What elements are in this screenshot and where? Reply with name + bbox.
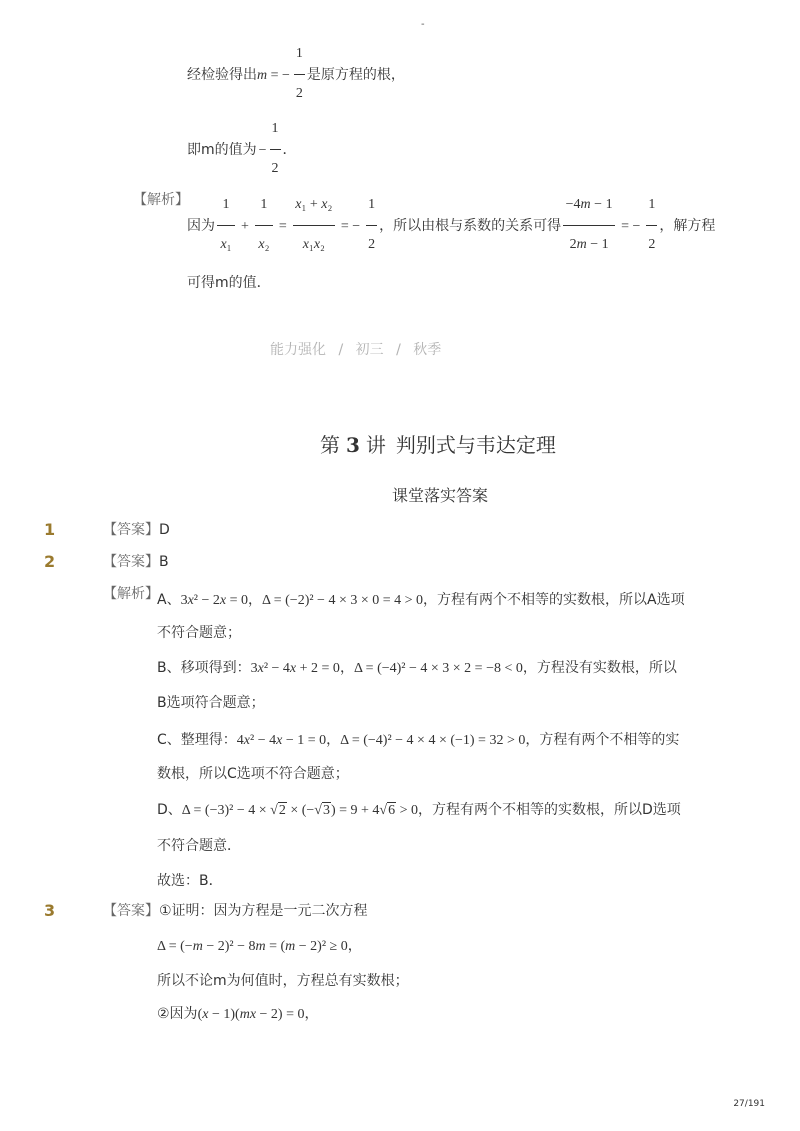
- option-c-discriminant: Δ = (−4)² − 4 × 4 × (−1) = 32 > 0: [340, 733, 526, 748]
- value-text: 即m的值为: [187, 142, 257, 158]
- verification-line: [187, 45, 405, 101]
- part-two-lead: ②因为: [157, 1006, 198, 1022]
- option-c-line: [157, 730, 679, 750]
- analysis-label: 【解析】: [103, 586, 159, 602]
- fraction-numerator: 1: [260, 196, 268, 212]
- fraction-denominator: 2: [368, 236, 376, 252]
- analysis-tail: ，解方程: [659, 218, 716, 234]
- fraction-reciprocal-x1: [217, 196, 235, 252]
- option-b-equation: 3x² − 4x + 2 = 0: [250, 661, 340, 676]
- option-a-discriminant: Δ = (−2)² − 4 × 3 × 0 = 4 > 0: [262, 593, 424, 608]
- answer-label: 【答案】: [103, 522, 159, 538]
- math-variable: x: [313, 236, 321, 252]
- math-variable: x: [295, 196, 302, 212]
- part-two-equation: (x − 1)(mx − 2) = 0: [197, 1007, 305, 1022]
- conclusion-line: 故选：B．: [157, 873, 223, 889]
- radicand: 3: [322, 803, 330, 818]
- radicand: 2: [278, 803, 286, 818]
- option-c-equation: 4x² − 4x − 1 = 0: [236, 733, 327, 748]
- answer-value: B: [159, 554, 169, 570]
- discriminant-expression: Δ = (−m − 2)² − 8m = (m − 2)² ≥ 0: [157, 939, 348, 954]
- plus-operator: +: [241, 219, 249, 234]
- option-b-continuation: B选项符合题意；: [157, 695, 265, 711]
- lecture-topic: 判别式与韦达定理: [395, 433, 556, 457]
- fraction-denominator: 2: [648, 236, 656, 252]
- math-variable: x: [219, 593, 227, 608]
- option-d-line: [157, 800, 681, 820]
- analysis-middle-text: ，所以由根与系数的关系可得: [379, 218, 562, 234]
- fraction-numerator: −4m − 1: [565, 196, 613, 212]
- question-number: 3: [44, 901, 56, 920]
- separator: ，: [248, 592, 263, 608]
- math-variable: m: [580, 196, 591, 212]
- value-tail: ．: [282, 142, 297, 158]
- option-a-continuation: 不符合题意；: [157, 625, 241, 641]
- option-b-tail: ，方程没有实数根，所以: [522, 660, 677, 676]
- option-a-lead: A、: [157, 592, 181, 608]
- math-variable: x: [276, 733, 283, 748]
- option-d-discriminant: Δ = (−3)² − 4 × √2 × (−√3) = 9 + 4√6 > 0: [181, 803, 418, 818]
- option-b-discriminant: Δ = (−4)² − 4 × 3 × 2 = −8 < 0: [353, 661, 523, 676]
- part-two-line: [157, 1004, 318, 1024]
- math-variable: x: [249, 1007, 257, 1022]
- lecture-title: [320, 432, 556, 458]
- verification-text: 经检验得出: [187, 67, 257, 83]
- fraction-numerator: x₁ + x₂: [295, 196, 333, 212]
- math-variable: m: [576, 236, 587, 252]
- math-variable: x: [289, 661, 297, 676]
- header-mark: -: [421, 19, 425, 30]
- math-variable: m: [192, 939, 203, 954]
- answer-value: D: [159, 522, 170, 538]
- separator: ，: [326, 732, 341, 748]
- lecture-prefix: 第: [320, 433, 340, 457]
- answer-text: ①证明：因为方程是一元二次方程: [159, 903, 368, 919]
- option-b-line: [157, 658, 677, 678]
- reason-line: 所以不论m为何值时，方程总有实数根；: [157, 973, 409, 989]
- analysis-line-2: 可得m的值．: [187, 275, 271, 291]
- option-c-tail: ，方程有两个不相等的实: [525, 732, 680, 748]
- fraction-one-half: [294, 45, 305, 101]
- fraction-denominator: x₁: [220, 236, 232, 252]
- fraction-one-half: [270, 120, 281, 176]
- answer-label: 【答案】: [103, 903, 159, 919]
- math-variable: x: [302, 236, 309, 252]
- option-d-lead: D、: [157, 802, 182, 818]
- answer-line: [103, 552, 169, 572]
- math-variable: m: [285, 939, 296, 954]
- fraction-denominator: x₁x₂: [302, 236, 325, 252]
- separator: ，: [339, 660, 354, 676]
- running-footer: 能力强化 / 初三 / 秋季: [270, 342, 442, 358]
- fraction-reciprocal-x2: [255, 196, 273, 252]
- option-a-equation: 3x² − 2x = 0: [180, 593, 249, 608]
- fraction-one-half: [646, 196, 657, 252]
- verification-math: m = −: [257, 68, 290, 83]
- discriminant-line: [157, 936, 362, 956]
- answer-line: [103, 520, 170, 540]
- radicand: 6: [388, 803, 396, 818]
- discriminant-tail: ，: [347, 938, 362, 954]
- fraction-numerator: 1: [295, 45, 303, 61]
- value-line: [187, 120, 297, 176]
- math-variable: x: [187, 593, 194, 608]
- option-a-line: [157, 590, 685, 610]
- math-variable: m: [255, 939, 266, 954]
- section-title: 课堂落实答案: [392, 486, 489, 505]
- math-variable: m: [239, 1007, 250, 1022]
- equals-operator: =: [278, 219, 287, 234]
- verification-tail: 是原方程的根，: [306, 67, 405, 83]
- answer-label: 【答案】: [103, 554, 159, 570]
- math-variable: x: [321, 196, 328, 212]
- option-b-lead: B、移项得到：: [157, 660, 251, 676]
- lecture-number: 3: [346, 433, 360, 457]
- lecture-suffix: 讲: [365, 433, 386, 457]
- analysis-line: [187, 196, 716, 252]
- analysis-label: 【解析】: [133, 192, 189, 208]
- math-variable: x: [257, 661, 264, 676]
- option-d-continuation: 不符合题意．: [157, 838, 241, 854]
- fraction-denominator: 2m − 1: [569, 236, 609, 252]
- fraction-denominator: 2: [295, 85, 303, 101]
- equals-minus-operator: = −: [340, 219, 361, 234]
- fraction-sum-over-product: [293, 196, 335, 252]
- option-c-continuation: 数根，所以C选项不符合题意；: [157, 766, 349, 782]
- math-variable: m: [257, 68, 268, 83]
- equals-minus-operator: = −: [621, 219, 641, 234]
- fraction-one-half: [366, 196, 377, 252]
- fraction-numerator: 1: [222, 196, 230, 212]
- fraction-numerator: 1: [271, 120, 279, 136]
- math-variable: x: [202, 1007, 209, 1022]
- option-c-lead: C、整理得：: [157, 732, 237, 748]
- math-variable: x: [243, 733, 250, 748]
- fraction-vieta-expression: [563, 196, 615, 252]
- question-number: 1: [44, 520, 56, 539]
- fraction-denominator: x₂: [258, 236, 270, 252]
- value-minus: −: [258, 143, 267, 158]
- question-number: 2: [44, 552, 56, 571]
- fraction-denominator: 2: [271, 160, 279, 176]
- part-two-tail: ，: [304, 1006, 319, 1022]
- fraction-numerator: 1: [648, 196, 656, 212]
- math-variable: x: [220, 236, 227, 252]
- fraction-numerator: 1: [368, 196, 376, 212]
- analysis-lead: 因为: [187, 218, 215, 234]
- math-variable: x: [258, 236, 265, 252]
- answer-line: [103, 901, 368, 921]
- option-a-tail: ，方程有两个不相等的实数根，所以A选项: [423, 592, 685, 608]
- page-number: 27/191: [733, 1099, 765, 1109]
- option-d-tail: ，方程有两个不相等的实数根，所以D选项: [418, 802, 681, 818]
